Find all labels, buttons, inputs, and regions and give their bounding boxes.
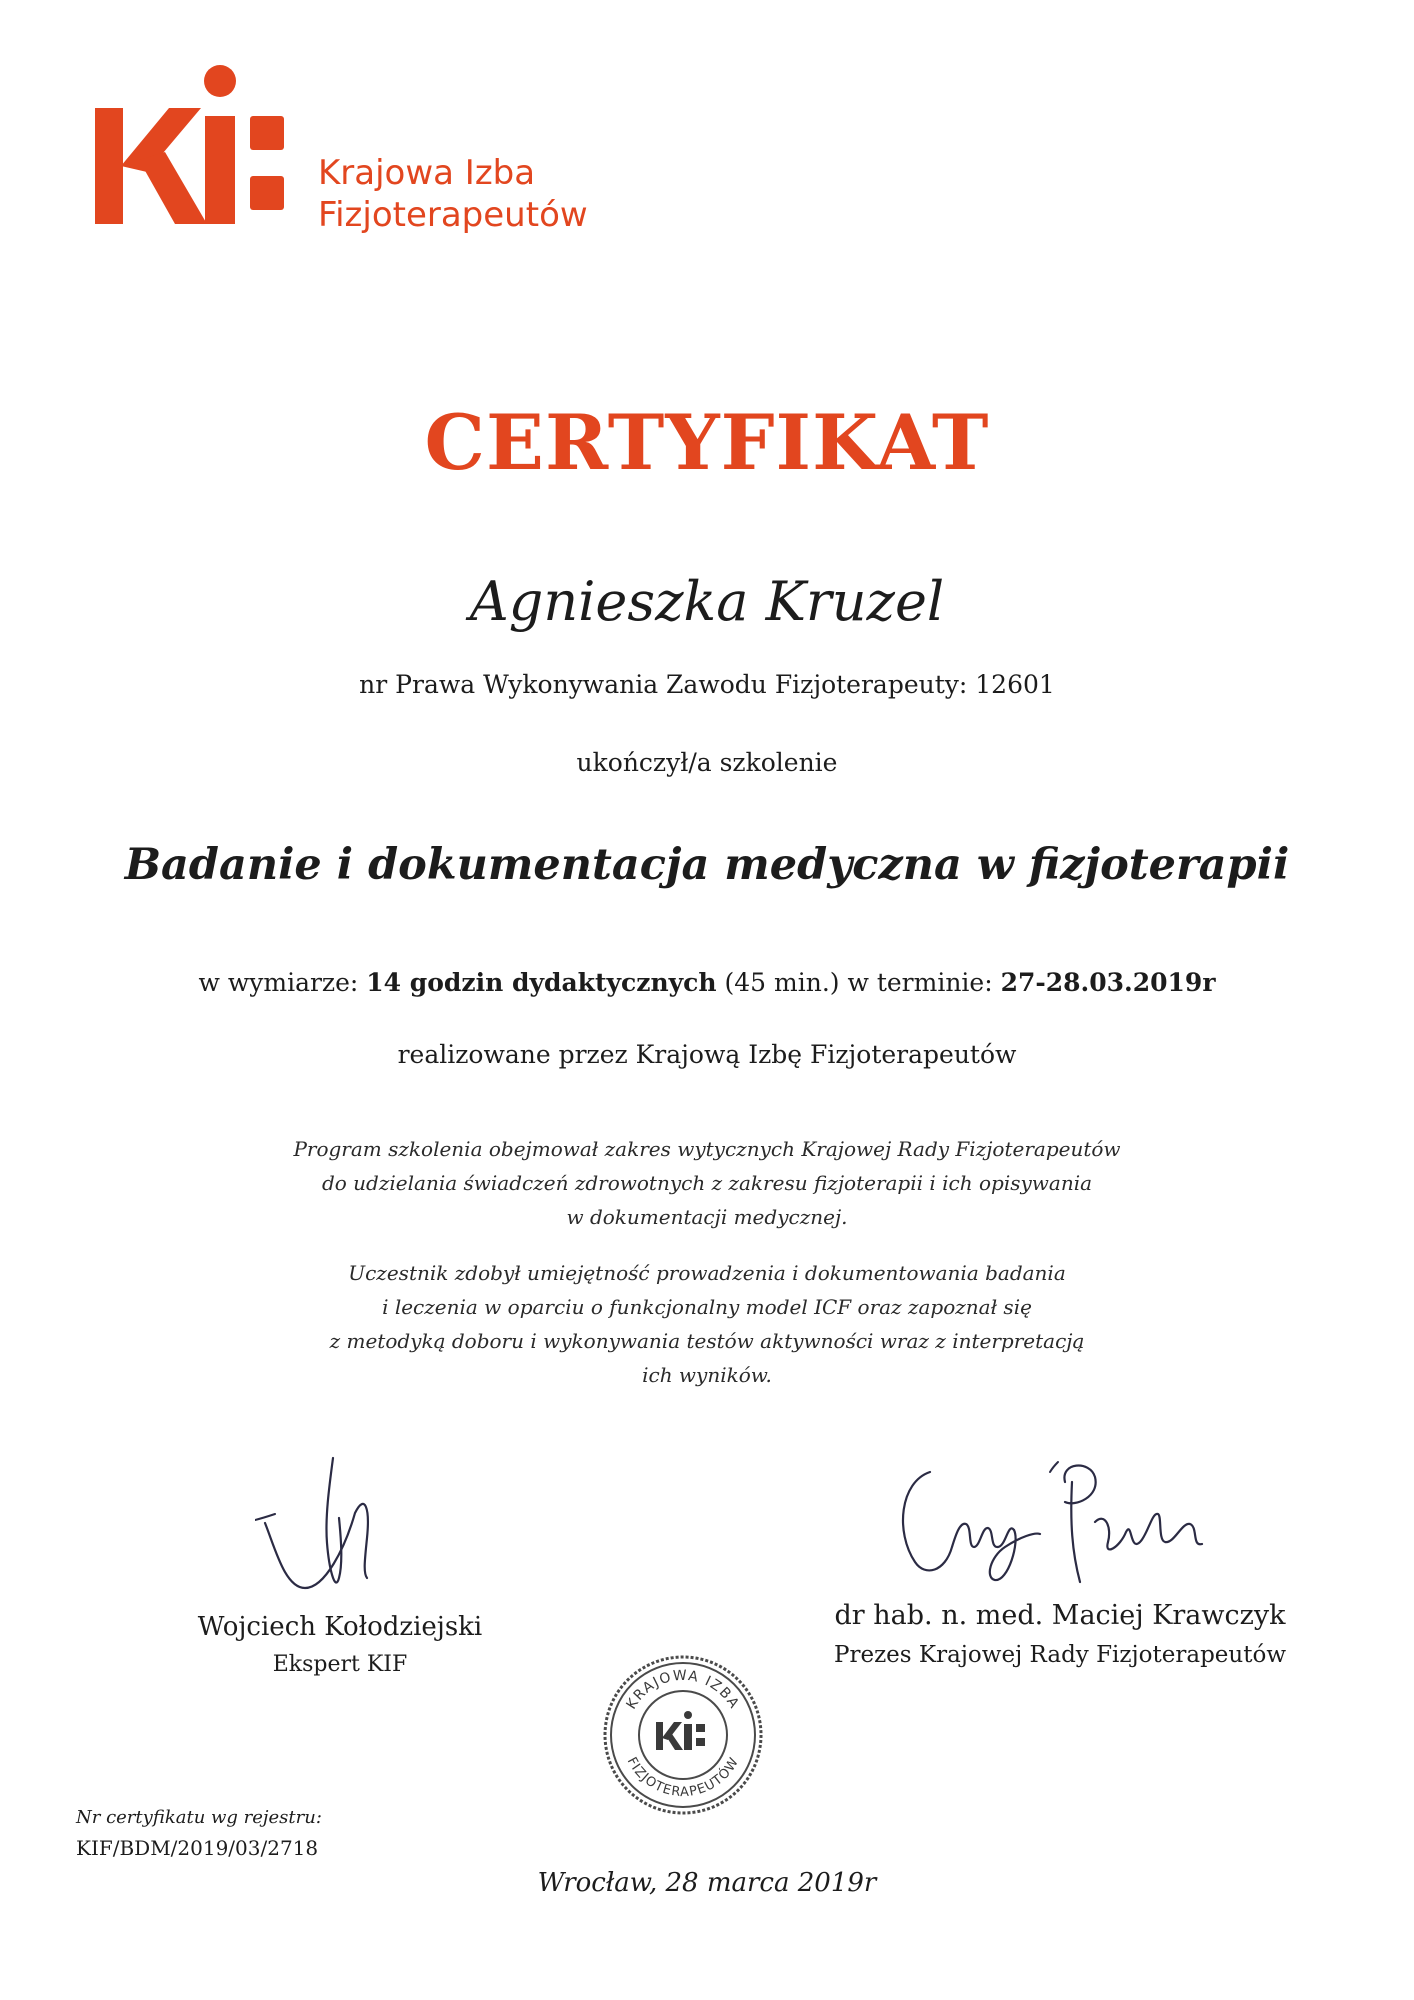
course-title: Badanie i dokumentacja medyczna w fizjoterapii (124, 840, 1290, 890)
course-description (0, 1132, 1414, 1414)
desc-line: i leczenia w oparciu o funkcjonalny model ICF oraz zapoznał się (382, 1295, 1032, 1319)
desc-line: do udzielania świadczeń zdrowotnych z zakresu fizjoterapii i ich opisywania (321, 1171, 1093, 1195)
course-hours: 14 godzin dydaktycznych (366, 968, 717, 997)
svg-text:FIZJOTERAPEUTÓW: FIZJOTERAPEUTÓW (623, 1754, 743, 1801)
org-name (318, 152, 588, 236)
recipient-name: Agnieszka Kruzel (469, 570, 945, 633)
svg-text:KRAJOWA IZBA: KRAJOWA IZBA (623, 1667, 743, 1713)
place-and-date: Wrocław, 28 marca 2019r (537, 1868, 877, 1898)
description-paragraph-1 (0, 1132, 1414, 1234)
registry-number: KIF/BDM/2019/03/2718 (76, 1836, 319, 1860)
course-details (0, 968, 1414, 997)
provider-line: realizowane przez Krajową Izbę Fizjoterapeutów (397, 1040, 1017, 1069)
kif-seal-stamp (598, 1650, 768, 1820)
details-middle: (45 min.) w terminie: (716, 968, 1001, 997)
signatory-right-name: dr hab. n. med. Maciej Krawczyk (834, 1600, 1286, 1631)
course-date: 27-28.03.2019r (1000, 968, 1216, 997)
signatory-left-role: Ekspert KIF (272, 1652, 408, 1677)
desc-line: ich wyników. (642, 1363, 772, 1387)
desc-line: w dokumentacji medycznej. (566, 1205, 848, 1229)
certificate-title: CERTYFIKAT (424, 398, 990, 487)
signature-right-image (890, 1452, 1230, 1602)
completed-text: ukończył/a szkolenie (576, 748, 838, 777)
license-number-line: nr Prawa Wykonywania Zawodu Fizjoterapeuty: 12601 (359, 670, 1055, 699)
description-paragraph-2 (0, 1256, 1414, 1392)
org-name-line2: Fizjoterapeutów (318, 195, 588, 235)
signatory-right-role: Prezes Krajowej Rady Fizjoterapeutów (833, 1642, 1286, 1668)
desc-line: Program szkolenia obejmował zakres wytycznych Krajowej Rady Fizjoterapeutów (293, 1137, 1121, 1161)
signatory-left-name: Wojciech Kołodziejski (197, 1612, 483, 1642)
registry-label: Nr certyfikatu wg rejestru: (76, 1807, 322, 1828)
desc-line: Uczestnik zdobył umiejętność prowadzenia i dokumentowania badania (348, 1261, 1066, 1285)
details-prefix: w wymiarze: (198, 968, 367, 997)
desc-line: z metodyką doboru i wykonywania testów aktywności wraz z interpretacją (329, 1329, 1085, 1353)
signature-left-image (255, 1448, 435, 1598)
org-name-line1: Krajowa Izba (318, 153, 536, 193)
